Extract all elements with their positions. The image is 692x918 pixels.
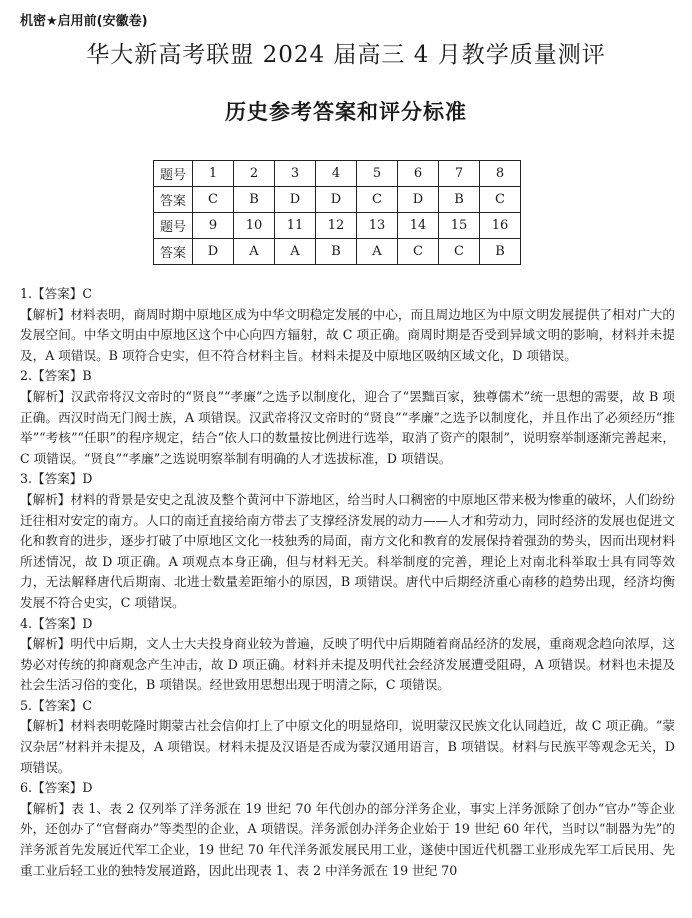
answer-cell: C [398, 239, 439, 265]
question-block [20, 614, 675, 696]
row-header: 题号 [154, 161, 193, 187]
answer-cell: A [275, 239, 316, 265]
answer-cell: D [275, 187, 316, 213]
question-number: 10 [234, 213, 275, 239]
answer-cell: C [480, 187, 521, 213]
answer-table [153, 160, 521, 265]
confidential-label: 机密★启用前(安徽卷) [20, 14, 148, 29]
answer-line: 5.【答案】C [20, 697, 93, 713]
analysis-text: 【解析】材料表明，商周时期中原地区成为中华文明稳定发展的中心，而且周边地区为中原文明发展提供了相对广大的发展空间。中华文明由中原地区这个中心向四方辐射，故 C 项正确。商周时期是否受到异域文明的影响，材料并未提及，A 项错误。B 项符合史实，但不符合材料主旨。材料未提及中原地区吸纳区域文化，D 项错误。 [20, 306, 675, 363]
analysis-text: 【解析】明代中后期，文人士大夫投身商业较为普遍，反映了明代中后期随着商品经济的发展，重商观念趋向浓厚，这势必对传统的抑商观念产生冲击，故 D 项正确。材料并未提及明代社会经济发展遭受阻碍，A 项错误。材料也未提及社会生活习俗的变化，B 项错误。经世致用思想出现于明清之际，C 项错误。 [20, 636, 675, 693]
question-number: 7 [439, 161, 480, 187]
question-number: 8 [480, 161, 521, 187]
answer-cell: C [357, 187, 398, 213]
question-number: 2 [234, 161, 275, 187]
question-number: 14 [398, 213, 439, 239]
answer-line: 2.【答案】B [20, 368, 92, 384]
question-number: 11 [275, 213, 316, 239]
answer-line: 3.【答案】D [20, 471, 93, 487]
answer-cell: D [316, 187, 357, 213]
question-block [20, 696, 675, 778]
question-number: 6 [398, 161, 439, 187]
table-row [154, 187, 521, 213]
question-block [20, 778, 675, 881]
answer-cell: B [480, 239, 521, 265]
answer-cell: C [193, 187, 234, 213]
answer-cell: B [316, 239, 357, 265]
question-number: 13 [357, 213, 398, 239]
analysis-text: 【解析】材料表明乾隆时期蒙古社会信仰打上了中原文化的明显烙印，说明蒙汉民族文化认同趋近，故 C 项正确。“蒙汉杂居”材料并未提及，A 项错误。材料未提及汉语是否成为蒙汉通用语言，B 项错误。材料与民族平等观念无关，D 项错误。 [20, 718, 675, 775]
document-subtitle: 历史参考答案和评分标准 [225, 100, 467, 124]
answer-cell: D [193, 239, 234, 265]
question-number: 1 [193, 161, 234, 187]
table-row [154, 239, 521, 265]
answer-cell: D [398, 187, 439, 213]
analysis-text: 【解析】表 1、表 2 仅列举了洋务派在 19 世纪 70 年代创办的部分洋务企业，事实上洋务派除了创办“官办”等企业外，还创办了“官督商办”等类型的企业，A 项错误。洋务派创办洋务企业始于 19 世纪 60 年代，当时以“制器为先”的洋务派首先发展近代军工企业，19 世纪 70 年代洋务派发展民用工业，遂使中国近代机器工业形成先军工后民用、先重工业后轻工业的独特发展道路，因此出现表 1、表 2 中洋务派在 19 世纪 70 [20, 800, 675, 878]
question-number: 3 [275, 161, 316, 187]
question-block [20, 469, 675, 613]
question-number: 15 [439, 213, 480, 239]
answer-cell: C [439, 239, 480, 265]
table-row [154, 161, 521, 187]
answer-line: 1.【答案】C [20, 286, 93, 301]
question-number: 4 [316, 161, 357, 187]
exam-title: 华大新高考联盟 2024 届高三 4 月教学质量测评 [86, 42, 606, 68]
analysis-text: 【解析】材料的背景是安史之乱波及整个黄河中下游地区，给当时人口稠密的中原地区带来极为惨重的破坏，人们纷纷迁往相对安定的南方。人口的南迁直接给南方带去了支撑经济发展的动力——人才和劳动力，同时经济的发展也促进文化和教育的进步，逐步打破了中原地区文化一枝独秀的局面，南方文化和教育的发展保持着强劲的势头，因而出现材料所述情况，故 D 项正确。A 项观点本身正确，但与材料无关。科举制度的完善，理论上对南北科举取士具有同等效力，无法解释唐代后期南、北进士数量差距缩小的原因，B 项错误。唐代中后期经济重心南移的趋势出现，经济均衡发展不符合史实，C 项错误。 [20, 491, 675, 610]
explanations [20, 284, 675, 881]
question-number: 12 [316, 213, 357, 239]
answer-cell: A [234, 239, 275, 265]
row-header: 答案 [154, 239, 193, 265]
row-header: 题号 [154, 213, 193, 239]
answer-cell: B [439, 187, 480, 213]
answer-cell: B [234, 187, 275, 213]
table-row [154, 213, 521, 239]
question-number: 16 [480, 213, 521, 239]
question-number: 5 [357, 161, 398, 187]
question-block [20, 366, 675, 469]
row-header: 答案 [154, 187, 193, 213]
question-number: 9 [193, 213, 234, 239]
analysis-text: 【解析】汉武帝将汉文帝时的“贤良”“孝廉”之选予以制度化，迎合了“罢黜百家，独尊儒术”统一思想的需要，故 B 项正确。西汉时尚无门阀士族，A 项错误。汉武帝将汉文帝时的“贤良”“孝廉”之选予以制度化，并且作出了必须经历“推举”“考核”“任职”的程序规定，结合“依人口的数量按比例进行选举，取消了资产的限制”，说明察举制逐渐完善起来，C 项错误。“贤良”“孝廉”之选说明察举制有明确的人才选拔标准，D 项错误。 [20, 388, 675, 466]
answer-cell: A [357, 239, 398, 265]
question-block [20, 284, 675, 366]
answer-line: 4.【答案】D [20, 615, 93, 631]
answer-line: 6.【答案】D [20, 780, 93, 796]
